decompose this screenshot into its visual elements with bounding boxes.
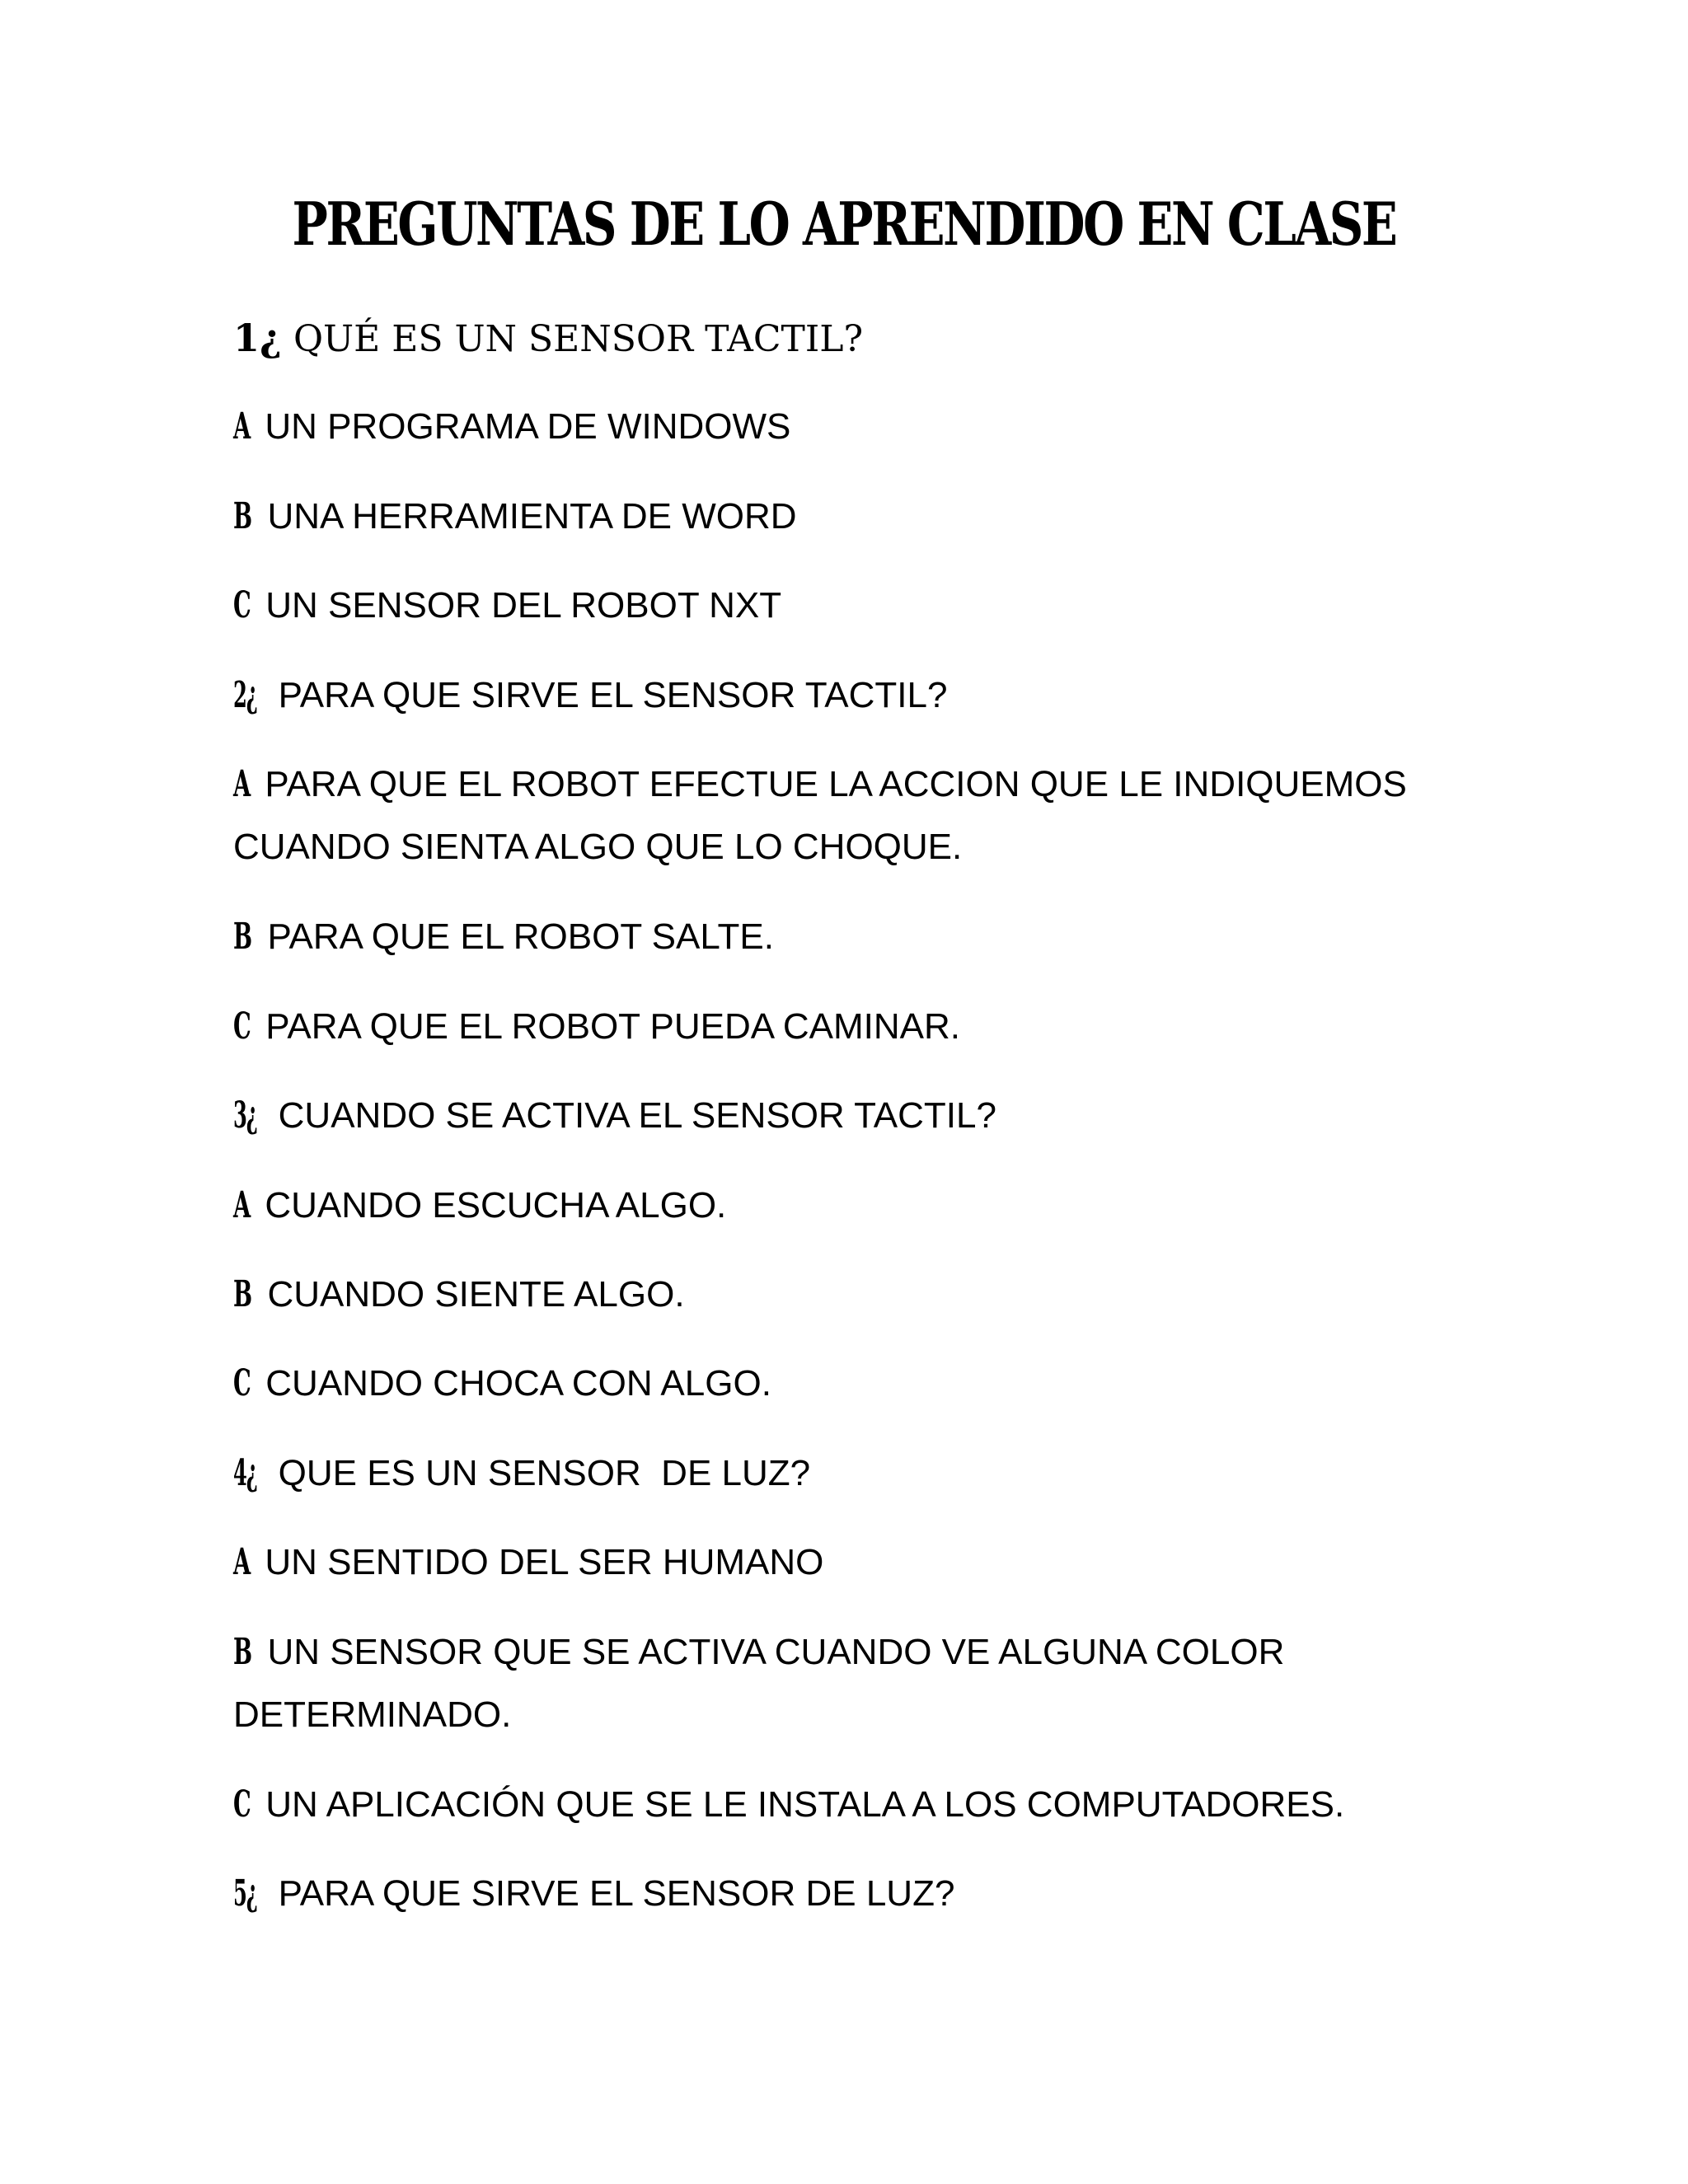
option-letter: C <box>233 1005 251 1047</box>
option-text: PARA QUE EL ROBOT PUEDA CAMINAR. <box>265 1006 960 1047</box>
question-1 <box>233 307 1470 371</box>
question-1-option-b <box>233 485 1470 548</box>
option-text: UN SENSOR QUE SE ACTIVA CUANDO VE ALGUNA COLOR DETERMINADO. <box>233 1632 1285 1735</box>
question-3 <box>233 1085 1470 1147</box>
question-4-option-a <box>233 1531 1470 1594</box>
question-4-option-c <box>233 1774 1470 1836</box>
option-letter: B <box>233 1273 251 1315</box>
option-text: UN SENSOR DEL ROBOT NXT <box>265 585 782 626</box>
option-letter: C <box>233 1783 251 1825</box>
question-2-option-c <box>233 996 1470 1058</box>
question-1-number: 1¿ <box>233 316 282 360</box>
question-1-option-c <box>233 574 1470 637</box>
question-5-text: PARA QUE SIRVE EL SENSOR DE LUZ? <box>278 1873 955 1914</box>
question-3-option-a <box>233 1174 1470 1237</box>
question-2-option-b <box>233 906 1470 968</box>
option-letter: A <box>233 405 250 448</box>
question-2 <box>233 664 1470 727</box>
option-letter: B <box>233 916 251 958</box>
question-4 <box>233 1442 1470 1505</box>
question-3-option-b <box>233 1263 1470 1326</box>
option-text: UN SENTIDO DEL SER HUMANO <box>265 1542 824 1582</box>
option-letter: C <box>233 584 251 626</box>
option-text: CUANDO ESCUCHA ALGO. <box>265 1185 727 1226</box>
option-letter: C <box>233 1362 251 1404</box>
question-2-number: 2¿ <box>233 674 257 716</box>
question-4-number: 4¿ <box>233 1452 257 1494</box>
document-title: PREGUNTAS DE LO APRENDIDO EN CLASE <box>292 189 1396 259</box>
option-letter: A <box>233 1184 250 1226</box>
question-4-text: QUE ES UN SENSOR DE LUZ? <box>278 1453 811 1493</box>
option-text: UNA HERRAMIENTA DE WORD <box>267 496 797 537</box>
question-5-number: 5¿ <box>233 1872 257 1915</box>
question-4-option-b <box>233 1621 1313 1746</box>
option-text: UN APLICACIÓN QUE SE LE INSTALA A LOS COMPUTADORES. <box>265 1784 1345 1825</box>
option-letter: B <box>233 1631 251 1673</box>
option-text: PARA QUE EL ROBOT SALTE. <box>267 916 774 957</box>
question-2-text: PARA QUE SIRVE EL SENSOR TACTIL? <box>278 675 948 715</box>
option-text: PARA QUE EL ROBOT EFECTUE LA ACCION QUE LE INDIQUEMOS CUANDO SIENTA ALGO QUE LO CHOQUE. <box>233 764 1407 867</box>
question-3-option-c <box>233 1352 1470 1415</box>
option-letter: B <box>233 495 251 537</box>
option-letter: A <box>233 1541 250 1583</box>
question-3-number: 3¿ <box>233 1094 257 1137</box>
question-5 <box>233 1863 1470 1925</box>
option-letter: A <box>233 763 250 805</box>
option-text: CUANDO CHOCA CON ALGO. <box>265 1363 771 1404</box>
question-2-option-a <box>233 753 1437 879</box>
question-1-text: QUÉ ES UN SENSOR TACTIL? <box>281 318 864 360</box>
question-3-text: CUANDO SE ACTIVA EL SENSOR TACTIL? <box>278 1095 996 1136</box>
question-1-option-a <box>233 396 1470 458</box>
option-text: UN PROGRAMA DE WINDOWS <box>265 406 791 447</box>
option-text: CUANDO SIENTE ALGO. <box>267 1274 685 1315</box>
